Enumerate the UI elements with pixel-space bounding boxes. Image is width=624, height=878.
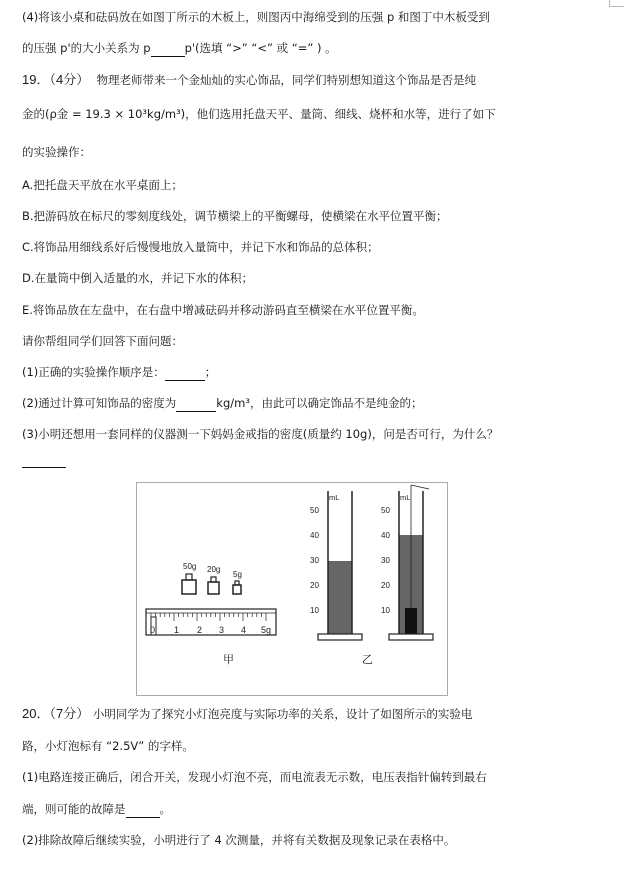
q18-sub4-line2: [22, 40, 337, 57]
cyl2-unit: mL: [400, 493, 411, 502]
ruler-tick-label: 3: [219, 625, 225, 635]
q20-fault-end: 。: [159, 802, 171, 816]
cyl1-tick-label: 10: [310, 606, 319, 615]
answer-blank-order[interactable]: [165, 364, 205, 381]
answer-blank-fault[interactable]: [126, 801, 160, 818]
ruler-tick-label: 2: [197, 625, 203, 635]
weight-20g: [208, 577, 219, 594]
cyl2-tick-label: 50: [381, 506, 390, 515]
sub-question-3: (3)小明还想用一套同样的仪器测一下妈妈金戒指的密度(质量约 10g)，问是否可行，为什么？: [22, 427, 499, 441]
q20-number: 20．（7分）: [22, 706, 90, 721]
weight-label-20g: 20g: [207, 565, 221, 574]
label-yi: 乙: [362, 653, 373, 666]
q19-text: 物理老师带来一个金灿灿的实心饰品，同学们特别想知道这个饰品是否是纯: [96, 73, 477, 87]
cyl2-tick-label: 30: [381, 556, 390, 565]
cyl2-tick-label: 10: [381, 606, 390, 615]
sub1-text: (1)正确的实验操作顺序是：: [22, 365, 165, 379]
q18-text-b: p'(选填 “>” “<” 或 “=” ) 。: [184, 41, 337, 55]
q19-number: 19．（4分）: [22, 72, 90, 87]
answer-blank-density[interactable]: [176, 395, 216, 412]
q19-line3: 的实验操作：: [22, 145, 91, 159]
rider-ruler: [146, 609, 276, 635]
q18-text-a: 的压强 p'的大小关系为 p: [22, 41, 151, 55]
page-corner-mark: [609, 0, 624, 7]
cyl1-tick-label: 20: [310, 581, 319, 590]
q19-title-line: [22, 72, 476, 88]
weight-label-50g: 50g: [183, 562, 197, 571]
sub2-text-a: (2)通过计算可知饰品的密度为: [22, 396, 177, 410]
q20-line2: 路，小灯泡标有 “2.5V” 的字样。: [22, 739, 194, 753]
step-d: D.在量筒中倒入适量的水，并记下水的体积；: [22, 271, 254, 285]
cyl1-tick-label: 40: [310, 531, 319, 540]
questions-prompt: 请你帮组同学们回答下面问题：: [22, 334, 183, 348]
q20-sub1-cont: [22, 801, 171, 818]
measuring-cylinder-1: [318, 491, 362, 640]
weight-label-5g: 5g: [233, 570, 242, 579]
weight-50g: [182, 574, 196, 594]
cyl2-tick-label: 20: [381, 581, 390, 590]
step-e: E.将饰品放在左盘中，在右盘中增减砝码并移动游码直至横梁在水平位置平衡。: [22, 303, 424, 317]
q20-title-line: [22, 706, 472, 722]
q20-fault-text: 端，则可能的故障是: [22, 802, 126, 816]
cyl1-tick-label: 50: [310, 506, 319, 515]
cyl1-tick-label: 30: [310, 556, 319, 565]
ruler-tick-label: 4: [241, 625, 247, 635]
figure-svg: [137, 483, 447, 695]
step-b: B.把游码放在标尺的零刻度线处，调节横梁上的平衡螺母，使横梁在水平位置平衡；: [22, 209, 448, 223]
sub-question-2: [22, 395, 422, 412]
step-c: C.将饰品用细线系好后慢慢地放入量筒中，并记下水和饰品的总体积；: [22, 240, 379, 254]
experiment-figure: [136, 482, 448, 696]
ruler-tick-label: 5g: [261, 625, 272, 635]
weight-5g: [233, 581, 241, 594]
q20-text: 小明同学为了探究小灯泡亮度与实际功率的关系，设计了如图所示的实验电: [92, 707, 473, 721]
q19-line2: 金的(ρ金 = 19.3 × 10³kg/m³)，他们选用托盘天平、量筒、细线、烧杯和水等，进行了如下: [22, 107, 496, 121]
ruler-tick-label: 0: [150, 625, 156, 635]
measuring-cylinder-2: [389, 485, 433, 640]
q20-sub2: (2)排除故障后继续实验，小明进行了 4 次测量，并将有关数据及现象记录在表格中。: [22, 833, 456, 847]
cyl2-tick-label: 40: [381, 531, 390, 540]
label-jia: 甲: [223, 653, 234, 666]
ruler-tick-label: 1: [174, 625, 180, 635]
q18-sub4-line1: (4)将该小桌和砝码放在如图丁所示的木板上，则图丙中海绵受到的压强 p 和图丁中木板受到: [22, 10, 490, 24]
answer-blank-q3[interactable]: [22, 467, 66, 468]
sub1-end: ；: [204, 365, 217, 379]
q20-sub1: (1)电路连接正确后，闭合开关，发现小灯泡不亮，而电流表无示数，电压表指针偏转到最右: [22, 770, 487, 784]
cyl1-unit: mL: [329, 493, 340, 502]
answer-blank-pressure[interactable]: [151, 40, 185, 57]
sub-question-1: [22, 364, 216, 381]
step-a: A.把托盘天平放在水平桌面上；: [22, 178, 183, 192]
sub2-text-b: kg/m³，由此可以确定饰品不是纯金的；: [216, 396, 423, 410]
